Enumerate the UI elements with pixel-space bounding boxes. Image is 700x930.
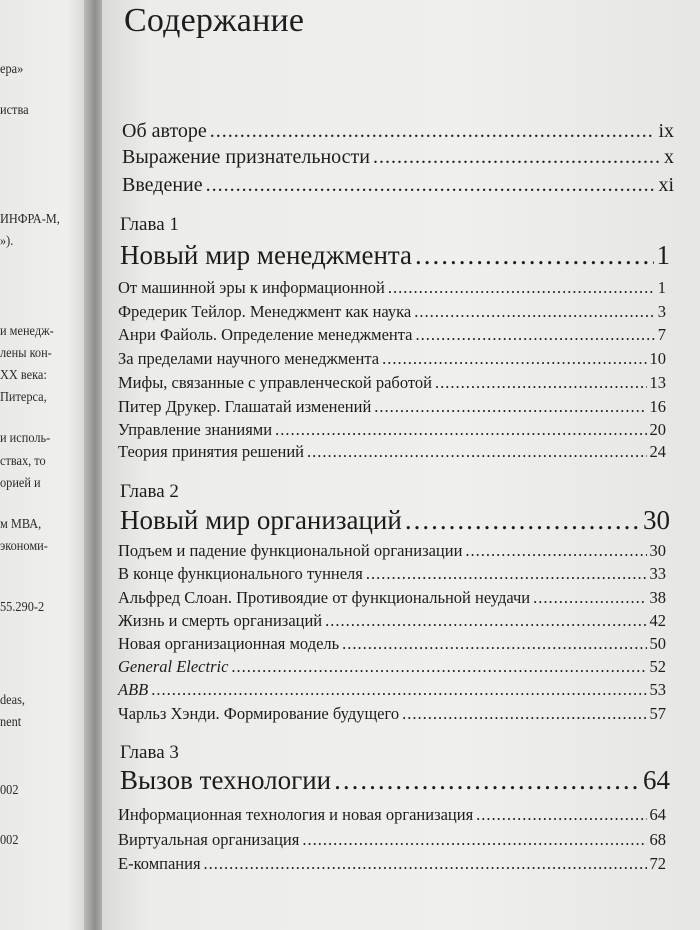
left-page-fragment: deas, xyxy=(0,693,25,708)
chapter-label: Глава 1 xyxy=(120,214,179,235)
chapter-title: Вызов технологии xyxy=(120,765,332,795)
left-page-fragment: ера» xyxy=(0,62,24,77)
toc-entry-label: Новая организационная модель xyxy=(118,634,340,653)
toc-section-entry xyxy=(118,302,666,322)
toc-entry-page: 24 xyxy=(649,442,666,461)
toc-entry-label: Виртуальная организация xyxy=(118,830,300,849)
toc-entry-label: В конце функционального туннеля xyxy=(118,564,363,583)
toc-section-entry xyxy=(118,680,666,700)
left-page-fragment: экономи- xyxy=(0,539,48,554)
dot-leader xyxy=(414,302,655,322)
toc-section-entry xyxy=(118,805,666,825)
page-title: Содержание xyxy=(124,2,305,39)
toc-entry-page: 3 xyxy=(657,302,666,321)
chapter-page: 64 xyxy=(643,765,670,795)
toc-section-entry xyxy=(118,588,666,608)
dot-leader xyxy=(374,397,646,417)
left-page-fragment: nent xyxy=(0,715,22,730)
toc-section-entry xyxy=(118,854,666,874)
toc-section-entry xyxy=(118,564,666,584)
toc-entry-label: Введение xyxy=(122,174,203,196)
toc-section-entry xyxy=(118,442,666,462)
chapter-title: Новый мир организаций xyxy=(120,505,402,535)
dot-leader xyxy=(435,373,647,393)
toc-section-entry xyxy=(118,397,666,417)
left-page-fragment: 55.290-2 xyxy=(0,600,45,615)
chapter-label: Глава 3 xyxy=(120,742,179,763)
toc-entry-page: 33 xyxy=(649,564,666,583)
left-page-fragment: ствах, то xyxy=(0,454,46,469)
toc-entry-page: 52 xyxy=(649,657,666,676)
toc-entry-page: 42 xyxy=(649,611,666,630)
dot-leader xyxy=(307,442,647,462)
dot-leader xyxy=(402,704,646,724)
toc-entry-page: xi xyxy=(658,174,674,196)
toc-entry-label: Подъем и падение функциональной организации xyxy=(118,541,463,560)
left-page-fragment: XX века: xyxy=(0,368,47,383)
toc-section-entry xyxy=(118,611,666,631)
toc-entry-label: ABB xyxy=(118,680,149,699)
dot-leader xyxy=(388,278,655,298)
dot-leader xyxy=(416,325,655,345)
left-page-fragment: 002 xyxy=(0,833,19,848)
dot-leader xyxy=(302,830,646,850)
toc-entry-label: Об авторе xyxy=(122,120,207,142)
toc-section-entry xyxy=(118,420,666,440)
toc-front-entry xyxy=(122,174,674,197)
toc-entry-page: 1 xyxy=(657,278,666,297)
chapter-title-entry xyxy=(120,505,670,536)
toc-section-entry xyxy=(118,830,666,850)
toc-entry-page: 64 xyxy=(649,805,666,824)
dot-leader xyxy=(415,240,653,271)
left-page-fragment: »). xyxy=(0,234,14,249)
dot-leader xyxy=(275,420,646,440)
toc-entry-label: Мифы, связанные с управленческой работой xyxy=(118,373,432,392)
toc-entry-label: Выражение признательности xyxy=(122,146,370,168)
chapter-label: Глава 2 xyxy=(120,481,179,502)
left-page-fragment: ИНФРА-М, xyxy=(0,212,60,227)
toc-section-entry xyxy=(118,278,666,298)
dot-leader xyxy=(476,805,646,825)
toc-entry-label: Теория принятия решений xyxy=(118,442,304,461)
toc-entry-page: 38 xyxy=(649,588,666,607)
dot-leader xyxy=(334,765,640,796)
toc-section-entry xyxy=(118,634,666,654)
dot-leader xyxy=(465,541,646,561)
dot-leader xyxy=(325,611,646,631)
left-page-fragment: иства xyxy=(0,103,29,118)
toc-front-entry xyxy=(122,120,674,143)
toc-entry-page: 30 xyxy=(649,541,666,560)
toc-entry-page: 68 xyxy=(649,830,666,849)
toc-entry-label: Управление знаниями xyxy=(118,420,273,439)
dot-leader xyxy=(151,680,646,700)
toc-entry-label: Фредерик Тейлор. Менеджмент как наука xyxy=(118,302,412,321)
toc-entry-page: 16 xyxy=(649,397,666,416)
toc-entry-page: ix xyxy=(658,120,674,142)
toc-section-entry xyxy=(118,373,666,393)
toc-entry-page: 7 xyxy=(657,325,666,344)
toc-entry-label: Чарльз Хэнди. Формирование будущего xyxy=(118,704,400,723)
toc-entry-label: За пределами научного менеджмента xyxy=(118,349,380,368)
left-page-fragment: и исполь- xyxy=(0,431,51,446)
toc-section-entry xyxy=(118,349,666,369)
toc-entry-page: 53 xyxy=(649,680,666,699)
chapter-title: Новый мир менеджмента xyxy=(120,240,413,270)
toc-entry-page: 13 xyxy=(649,373,666,392)
toc-entry-page: 57 xyxy=(649,704,666,723)
dot-leader xyxy=(231,657,646,677)
left-page-fragment: Питерса, xyxy=(0,390,47,405)
dot-leader xyxy=(342,634,646,654)
toc-entry-label: General Electric xyxy=(118,657,229,676)
toc-entry-page: 20 xyxy=(649,420,666,439)
toc-entry-label: Жизнь и смерть организаций xyxy=(118,611,323,630)
toc-entry-label: Анри Файоль. Определение менеджмента xyxy=(118,325,413,344)
dot-leader xyxy=(210,120,656,143)
toc-entry-label: Питер Друкер. Глашатай изменений xyxy=(118,397,372,416)
dot-leader xyxy=(382,349,646,369)
toc-entry-label: Информационная технология и новая организация xyxy=(118,805,474,824)
dot-leader xyxy=(533,588,646,608)
chapter-title-entry xyxy=(120,240,670,271)
dot-leader xyxy=(204,854,647,874)
left-page-fragment: орией и xyxy=(0,476,41,491)
toc-entry-label: E-компания xyxy=(118,854,201,873)
toc-section-entry xyxy=(118,657,666,677)
chapter-title-entry xyxy=(120,765,670,796)
toc-entry-page: 50 xyxy=(649,634,666,653)
left-page-fragment: и менедж- xyxy=(0,324,54,339)
chapter-page: 30 xyxy=(643,505,670,535)
toc-entry-label: От машинной эры к информационной xyxy=(118,278,385,297)
dot-leader xyxy=(405,505,640,536)
toc-entry-page: 10 xyxy=(649,349,666,368)
left-page xyxy=(0,0,96,930)
toc-section-entry xyxy=(118,704,666,724)
contents-page xyxy=(102,0,700,930)
toc-entry-label: Альфред Слоан. Противоядие от функциональной неудачи xyxy=(118,588,531,607)
toc-section-entry xyxy=(118,541,666,561)
toc-section-entry xyxy=(118,325,666,345)
left-page-fragment: м МВА, xyxy=(0,517,42,532)
left-page-fragment: 002 xyxy=(0,783,19,798)
toc-entry-page: x xyxy=(664,146,674,168)
left-page-fragment: лены кон- xyxy=(0,346,52,361)
dot-leader xyxy=(366,564,647,584)
toc-front-entry xyxy=(122,146,674,169)
dot-leader xyxy=(373,146,661,169)
dot-leader xyxy=(206,174,656,197)
toc-entry-page: 72 xyxy=(649,854,666,873)
chapter-page: 1 xyxy=(656,240,670,270)
